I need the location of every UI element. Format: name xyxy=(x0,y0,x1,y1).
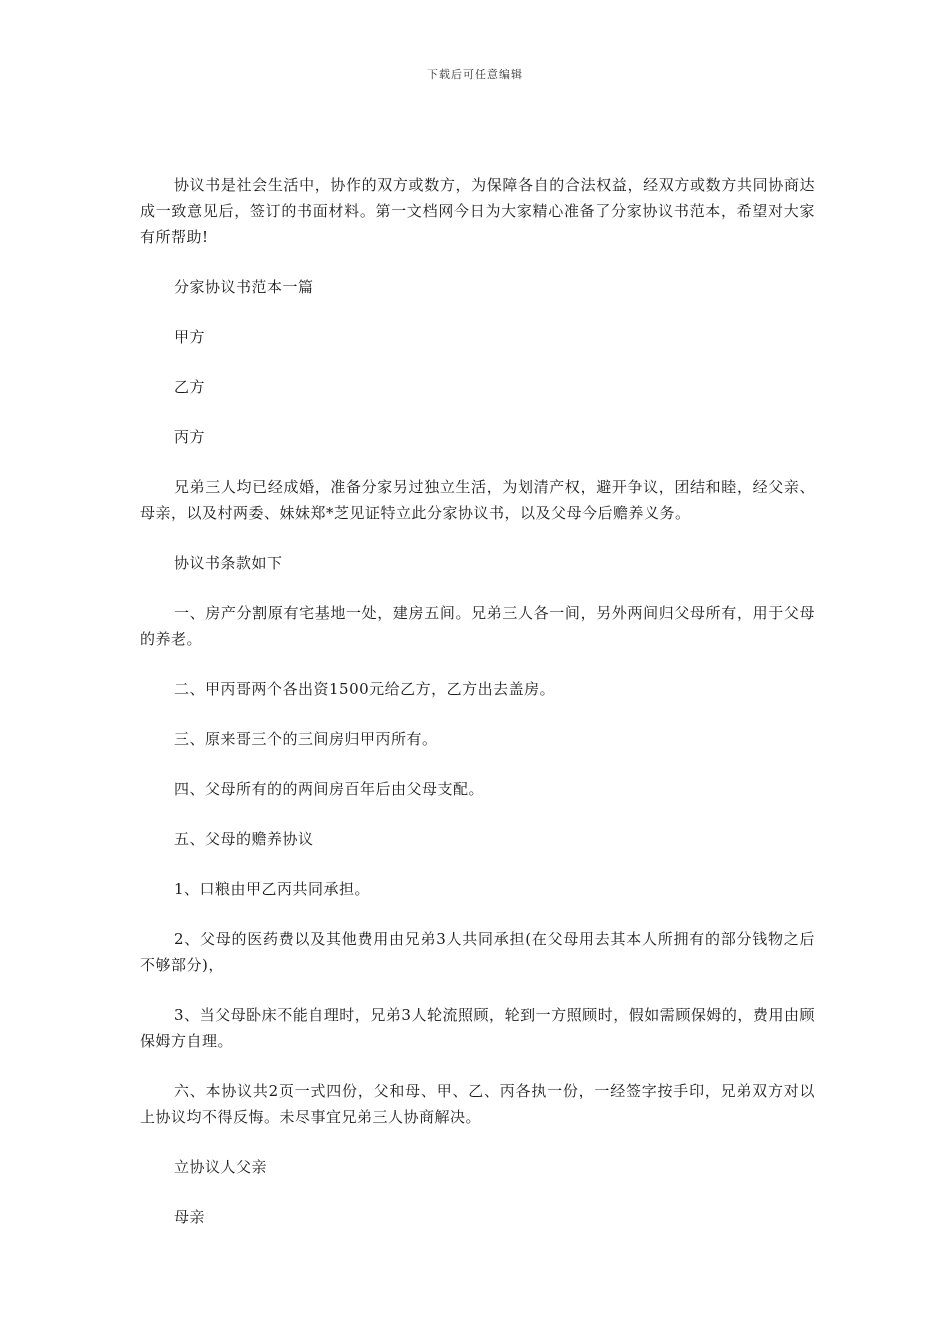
section-title: 分家协议书范本一篇 xyxy=(174,278,314,296)
terms-heading: 协议书条款如下 xyxy=(174,554,283,572)
clause-3: 三、原来哥三个的三间房归甲丙所有。 xyxy=(174,730,438,748)
clause-5-item-1: 1、口粮由甲乙丙共同承担。 xyxy=(174,880,371,898)
party-a: 甲方 xyxy=(174,328,206,346)
clause-5-item-2: 2、父母的医药费以及其他费用由兄弟3人共同承担(在父母用去其本人所拥有的部分钱物之后不够部分)， xyxy=(140,930,815,974)
party-c: 丙方 xyxy=(174,428,206,446)
clause-4: 四、父母所有的的两间房百年后由父母支配。 xyxy=(174,780,485,798)
clause-2: 二、甲丙哥两个各出资1500元给乙方，乙方出去盖房。 xyxy=(174,680,556,698)
clause-1: 一、房产分割原有宅基地一处，建房五间。兄弟三人各一间，另外两间归父母所有，用于父母的养老。 xyxy=(140,604,815,648)
clause-5-item-3: 3、当父母卧床不能自理时，兄弟3人轮流照顾，轮到一方照顾时，假如需顾保姆的，费用由顾保姆方自理。 xyxy=(140,1006,815,1050)
intro-paragraph: 协议书是社会生活中，协作的双方或数方，为保障各自的合法权益，经双方或数方共同协商达成一致意见后，签订的书面材料。第一文档网今日为大家精心准备了分家协议书范本，希望对大家有所帮助! xyxy=(140,176,815,246)
preamble-paragraph: 兄弟三人均已经成婚，准备分家另过独立生活，为划清产权，避开争议，团结和睦，经父亲、母亲，以及村两委、妹妹郑*芝见证特立此分家协议书，以及父母今后赡养义务。 xyxy=(140,478,815,522)
party-b: 乙方 xyxy=(174,378,206,396)
signatory-father: 立协议人父亲 xyxy=(174,1158,268,1176)
page-header: 下载后可任意编辑 xyxy=(427,68,523,81)
clause-6: 六、本协议共2页一式四份，父和母、甲、乙、丙各执一份，一经签字按手印，兄弟双方对以上协议均不得反悔。未尽事宜兄弟三人协商解决。 xyxy=(140,1082,815,1126)
clause-5: 五、父母的赡养协议 xyxy=(174,830,314,848)
document-body xyxy=(140,172,815,1254)
signatory-mother: 母亲 xyxy=(174,1208,206,1226)
